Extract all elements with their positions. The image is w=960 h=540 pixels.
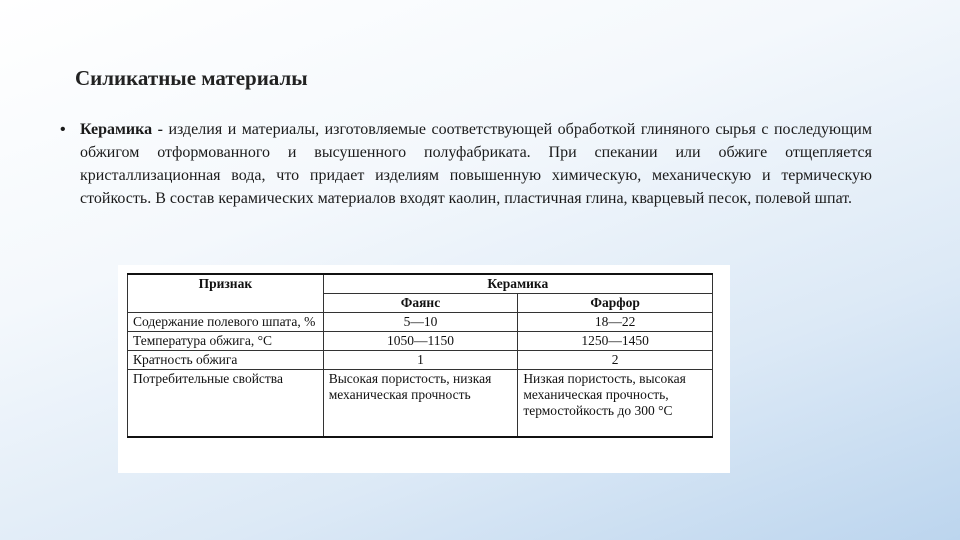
cell-faience: 1050—1150 xyxy=(323,332,518,351)
row-label: Содержание полевого шпата, % xyxy=(128,313,324,332)
slide-title: Силикатные материалы xyxy=(75,66,308,90)
cell-porcelain: Низкая пористость, высокая механическая прочность, термостойкость до 300 °С xyxy=(518,370,713,438)
cell-porcelain: 2 xyxy=(518,351,713,370)
cell-porcelain: 18—22 xyxy=(518,313,713,332)
row-label: Температура обжига, °С xyxy=(128,332,324,351)
header-feature: Признак xyxy=(128,274,324,313)
row-label: Кратность обжига xyxy=(128,351,324,370)
bullet-paragraph xyxy=(60,118,872,210)
definition-text xyxy=(80,118,872,210)
cell-faience: Высокая пористость, низкая механическая прочность xyxy=(323,370,518,438)
definition-term: Керамика - xyxy=(80,121,163,138)
row-label: Потребительные свойства xyxy=(128,370,324,438)
table-row xyxy=(128,313,713,332)
cell-porcelain: 1250—1450 xyxy=(518,332,713,351)
ceramics-comparison-table xyxy=(127,273,713,438)
table-row xyxy=(128,351,713,370)
header-porcelain: Фарфор xyxy=(518,294,713,313)
definition-body: изделия и материалы, изготовляемые соответствующей обработкой глиняного сырья с последующим обжигом отформованного и высушенного полуфабриката. При спекании или обжиге отщепляется кристаллизационная вода, что придает изделиям повышенную химическую, механическую и термическую стойкость. В состав керамических материалов входят каолин, пластичная глина, кварцевый песок, полевой шпат. xyxy=(80,121,872,207)
table-row xyxy=(128,370,713,438)
cell-faience: 1 xyxy=(323,351,518,370)
header-ceramics: Керамика xyxy=(323,274,712,294)
ceramics-table-image xyxy=(118,265,730,473)
table-row xyxy=(128,332,713,351)
header-faience: Фаянс xyxy=(323,294,518,313)
bullet-marker: • xyxy=(60,121,66,138)
cell-faience: 5—10 xyxy=(323,313,518,332)
